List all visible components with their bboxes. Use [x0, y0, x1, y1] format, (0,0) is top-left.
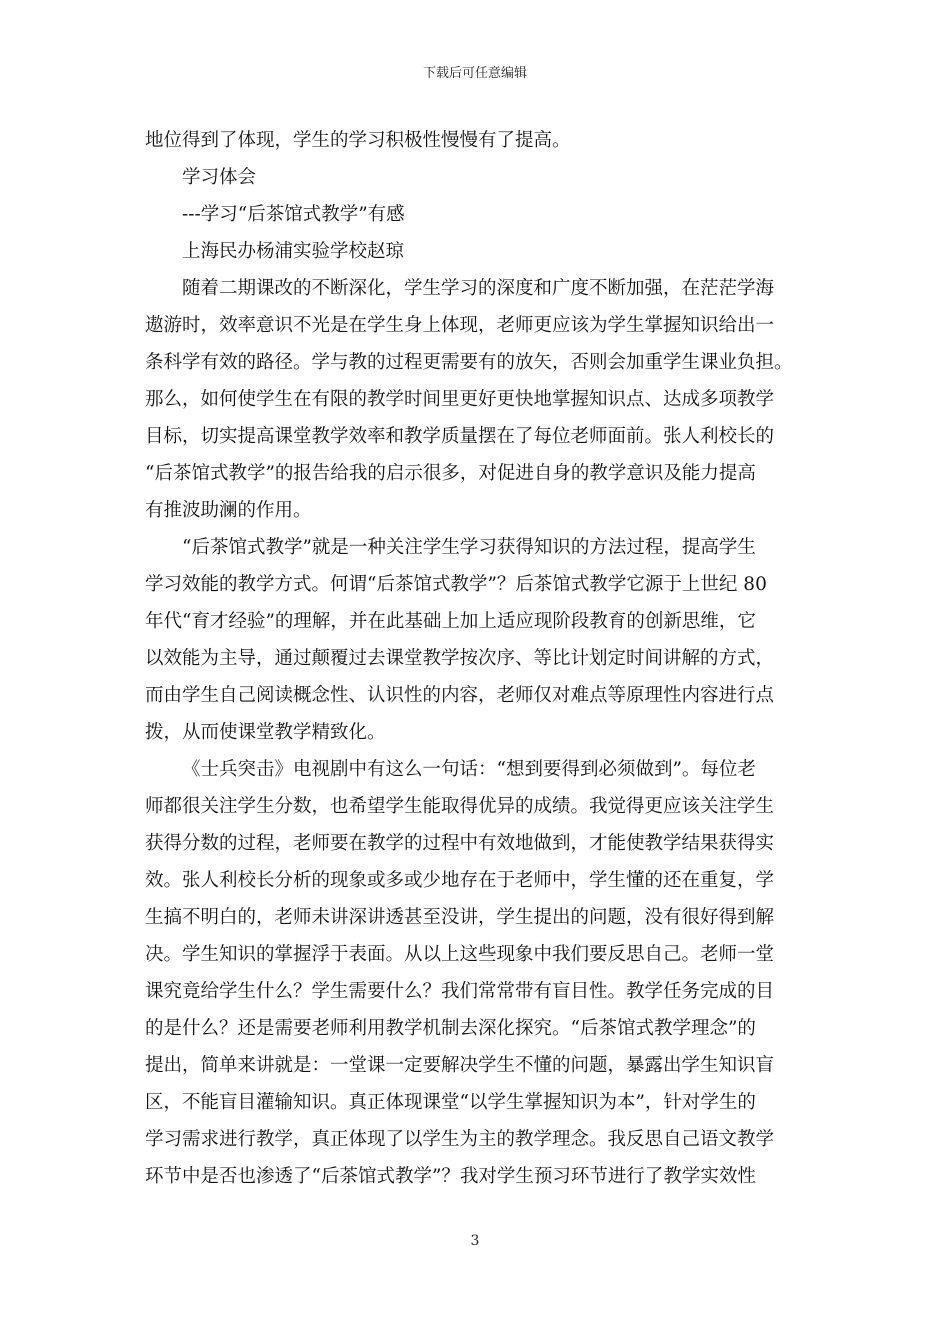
document-body — [145, 122, 807, 1195]
text-line: 生搞不明白的，老师未讲深讲透甚至没讲，学生提出的问题，没有很好得到解 — [145, 907, 775, 928]
text-line: 有推波助澜的作用。 — [145, 500, 312, 521]
text-line: 获得分数的过程，老师要在教学的过程中有效地做到，才能使教学结果获得实 — [145, 833, 775, 854]
text-line: “后茶馆式教学”就是一种关注学生学习获得知识的方法过程，提高学生 — [182, 537, 756, 558]
page-number: 3 — [470, 1233, 480, 1249]
text-line: 拨，从而使课堂教学精致化。 — [145, 722, 386, 743]
text-line: 的是什么？还是需要老师利用教学机制去深化探究。“后茶馆式教学理念”的 — [145, 1018, 756, 1039]
text-line: 地位得到了体现，学生的学习积极性慢慢有了提高。 — [145, 130, 571, 151]
text-line: 以效能为主导，通过颠覆过去课堂教学按次序、等比计划定时间讲解的方式， — [145, 648, 775, 669]
text-line: “后茶馆式教学”的报告给我的启示很多，对促进自身的教学意识及能力提高 — [145, 463, 756, 484]
text-line: 《士兵突击》电视剧中有这么一句话：“想到要得到必须做到”。每位老 — [182, 759, 756, 780]
text-line: 年代“育才经验”的理解，并在此基础上加上适应现阶段教育的创新思维，它 — [145, 611, 756, 632]
text-line: 课究竟给学生什么？学生需要什么？我们常常带有盲目性。教学任务完成的目 — [145, 981, 775, 1002]
text-line: 目标，切实提高课堂教学效率和教学质量摆在了每位老师面前。张人利校长的 — [145, 426, 775, 447]
text-line: 学习需求进行教学，真正体现了以学生为主的教学理念。我反思自己语文教学 — [145, 1129, 775, 1150]
text-line: 遨游时，效率意识不光是在学生身上体现，老师更应该为学生掌握知识给出一 — [145, 315, 775, 336]
text-line: 提出，简单来讲就是：一堂课一定要解决学生不懂的问题，暴露出学生知识盲 — [145, 1055, 775, 1076]
text-line: 条科学有效的路径。学与教的过程更需要有的放矢，否则会加重学生课业负担。 — [145, 352, 793, 373]
text-line: 随着二期课改的不断深化，学生学习的深度和广度不断加强，在茫茫学海 — [182, 278, 775, 299]
section-title: 学习体会 — [182, 167, 257, 188]
text-line: 决。学生知识的掌握浮于表面。从以上这些现象中我们要反思自己。老师一堂 — [145, 944, 775, 965]
text-line: 师都很关注学生分数，也希望学生能取得优异的成绩。我觉得更应该关注学生 — [145, 796, 775, 817]
text-line: 那么，如何使学生在有限的教学时间里更好更快地掌握知识点、达成多项教学 — [145, 389, 775, 410]
page-header: 下载后可任意编辑 — [422, 66, 527, 81]
section-subtitle: ---学习“后茶馆式教学”有感 — [182, 204, 405, 225]
text-line: 而由学生自己阅读概念性、认识性的内容，老师仅对难点等原理性内容进行点 — [145, 685, 775, 706]
text-line: 环节中是否也渗透了“后茶馆式教学”？我对学生预习环节进行了教学实效性 — [145, 1166, 756, 1187]
text-line: 学习效能的教学方式。何谓“后茶馆式教学”？后茶馆式教学它源于上世纪 80 — [145, 574, 767, 595]
text-line: 效。张人利校长分析的现象或多或少地存在于老师中，学生懂的还在重复，学 — [145, 870, 775, 891]
author-line: 上海民办杨浦实验学校赵琼 — [182, 241, 405, 262]
text-line: 区，不能盲目灌输知识。真正体现课堂“以学生掌握知识为本”，针对学生的 — [145, 1092, 756, 1113]
